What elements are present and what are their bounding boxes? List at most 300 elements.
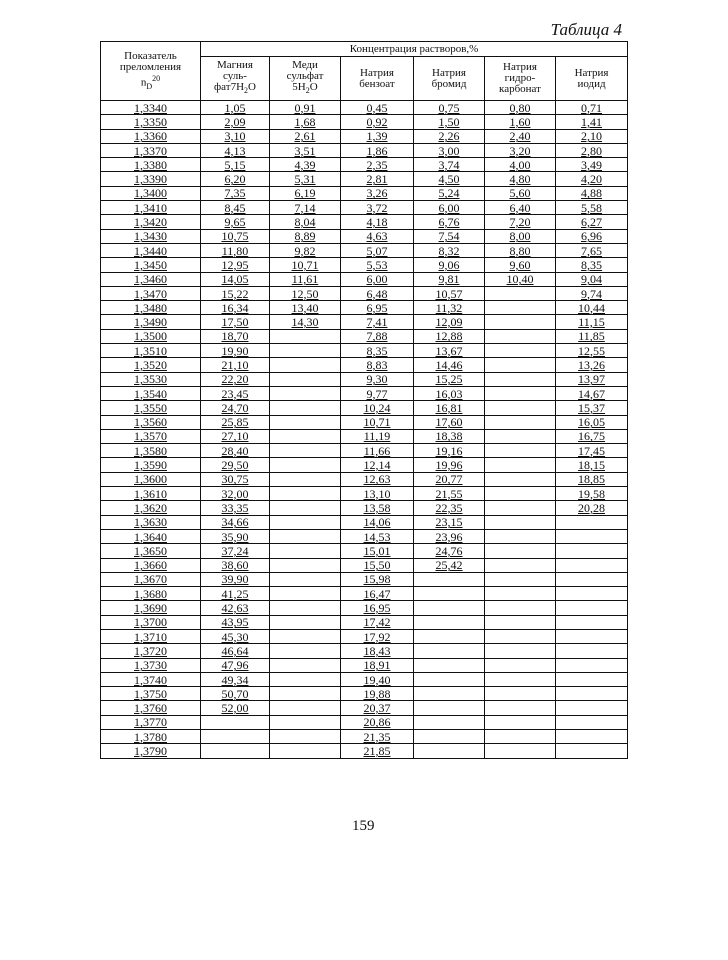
concentration-cell xyxy=(414,358,485,372)
cell-value: 0,45 xyxy=(366,100,388,115)
refractive-index-cell xyxy=(101,587,201,601)
concentration-cell xyxy=(201,143,270,157)
concentration-cell xyxy=(201,701,270,715)
concentration-cell xyxy=(414,501,485,515)
col-header-sodium-iodide: Натрия иодид xyxy=(556,57,628,101)
concentration-cell xyxy=(414,444,485,458)
refractive-index-cell xyxy=(101,272,201,286)
concentration-cell xyxy=(556,301,628,315)
cell-value: 7,35 xyxy=(224,186,246,201)
cell-value: 6,00 xyxy=(366,272,388,287)
cell-value: 1,3780 xyxy=(134,729,167,744)
cell-value: 1,3770 xyxy=(134,715,167,730)
cell-value: 27,10 xyxy=(221,429,249,444)
concentration-cell xyxy=(341,358,414,372)
table-row xyxy=(101,129,628,143)
cell-value: 11,80 xyxy=(221,243,249,258)
cell-value: 20,86 xyxy=(363,715,391,730)
cell-value: 12,50 xyxy=(291,286,319,301)
concentration-cell xyxy=(270,243,341,257)
cell-value: 23,15 xyxy=(435,515,463,530)
cell-value: 11,66 xyxy=(363,443,391,458)
concentration-cell xyxy=(201,572,270,586)
table-row xyxy=(101,172,628,186)
concentration-cell xyxy=(556,501,628,515)
concentration-cell xyxy=(414,172,485,186)
cell-value: 12,88 xyxy=(435,329,463,344)
concentration-cell xyxy=(414,572,485,586)
concentration-cell xyxy=(270,329,341,343)
concentration-cell xyxy=(556,129,628,143)
cell-value: 16,47 xyxy=(363,586,391,601)
col-header-copper-sulfate: Меди сульфат $5H_2O$ xyxy=(270,57,341,101)
table-row xyxy=(101,487,628,501)
table-row xyxy=(101,644,628,658)
cell-value: 1,3540 xyxy=(134,386,167,401)
concentration-cell xyxy=(556,258,628,272)
concentration-cell xyxy=(341,201,414,215)
cell-value: 1,3740 xyxy=(134,672,167,687)
refractive-index-cell xyxy=(101,386,201,400)
concentration-cell xyxy=(414,601,485,615)
concentration-cell xyxy=(485,558,556,572)
cell-value: 1,3700 xyxy=(134,615,167,630)
cell-value: 3,72 xyxy=(366,200,388,215)
cell-value: 24,70 xyxy=(221,400,249,415)
cell-value: 6,48 xyxy=(366,286,388,301)
cell-value: 14,05 xyxy=(221,272,249,287)
concentration-cell xyxy=(341,558,414,572)
concentration-cell xyxy=(485,572,556,586)
concentration-cell xyxy=(556,186,628,200)
table-body xyxy=(101,101,628,759)
concentration-cell xyxy=(270,715,341,729)
table-row xyxy=(101,344,628,358)
concentration-cell xyxy=(341,215,414,229)
refractive-index-cell xyxy=(101,143,201,157)
concentration-cell xyxy=(556,315,628,329)
concentration-cell xyxy=(201,601,270,615)
concentration-cell xyxy=(414,272,485,286)
concentration-cell xyxy=(341,344,414,358)
cell-value: 21,85 xyxy=(363,744,391,758)
col-header-sodium-bicarbonate: Натрия гидро- карбонат xyxy=(485,57,556,101)
concentration-cell xyxy=(270,215,341,229)
concentration-cell xyxy=(341,615,414,629)
cell-value: 3,26 xyxy=(366,186,388,201)
refractive-index-cell xyxy=(101,644,201,658)
concentration-cell xyxy=(201,615,270,629)
table-row xyxy=(101,744,628,758)
concentration-cell xyxy=(201,715,270,729)
refractive-index-cell xyxy=(101,444,201,458)
concentration-cell xyxy=(485,458,556,472)
concentration-cell xyxy=(201,344,270,358)
concentration-cell xyxy=(485,143,556,157)
concentration-cell xyxy=(341,444,414,458)
cell-value: 20,28 xyxy=(578,500,606,515)
concentration-cell xyxy=(485,358,556,372)
table-row xyxy=(101,715,628,729)
concentration-cell xyxy=(341,372,414,386)
refractive-index-cell xyxy=(101,472,201,486)
cell-value: 8,35 xyxy=(581,257,603,272)
cell-value: 1,3580 xyxy=(134,443,167,458)
concentration-cell xyxy=(270,701,341,715)
concentration-cell xyxy=(485,172,556,186)
cell-value: 14,06 xyxy=(363,515,391,530)
col-header-magnesium-sulfate: Магния суль- $фат7H_2O$ xyxy=(201,57,270,101)
concentration-cell xyxy=(414,201,485,215)
cell-value: 16,95 xyxy=(363,601,391,616)
concentration-cell xyxy=(485,129,556,143)
concentration-cell xyxy=(270,744,341,758)
concentration-cell xyxy=(485,243,556,257)
concentration-cell xyxy=(270,730,341,744)
concentration-cell xyxy=(270,444,341,458)
concentration-cell xyxy=(556,101,628,115)
concentration-cell xyxy=(270,115,341,129)
cell-value: 25,85 xyxy=(221,415,249,430)
concentration-cell xyxy=(485,515,556,529)
cell-value: 8,32 xyxy=(438,243,460,258)
cell-value: 1,3560 xyxy=(134,415,167,430)
cell-value: 1,3510 xyxy=(134,343,167,358)
refractive-index-cell xyxy=(101,186,201,200)
concentration-cell xyxy=(414,115,485,129)
cell-value: 4,00 xyxy=(509,157,531,172)
cell-value: 18,38 xyxy=(435,429,463,444)
cell-value: 13,67 xyxy=(435,343,463,358)
concentration-cell xyxy=(414,715,485,729)
refractive-index-cell xyxy=(101,744,201,758)
index-column-header: Показатель преломления $n_D^{20}$ xyxy=(101,42,201,101)
refractive-index-cell xyxy=(101,429,201,443)
cell-value: 1,3380 xyxy=(134,157,167,172)
cell-value: 17,92 xyxy=(363,629,391,644)
cell-value: 16,03 xyxy=(435,386,463,401)
cell-value: 5,15 xyxy=(224,157,246,172)
cell-value: 1,3390 xyxy=(134,172,167,187)
concentration-cell xyxy=(556,529,628,543)
cell-value: 0,71 xyxy=(581,100,603,115)
concentration-cell xyxy=(341,715,414,729)
concentration-cell xyxy=(270,401,341,415)
concentration-cell xyxy=(414,315,485,329)
table-row xyxy=(101,730,628,744)
concentration-cell xyxy=(201,258,270,272)
concentration-cell xyxy=(414,701,485,715)
concentration-cell xyxy=(556,615,628,629)
cell-value: 11,15 xyxy=(578,315,605,330)
concentration-cell xyxy=(201,544,270,558)
cell-value: 1,3420 xyxy=(134,215,167,230)
concentration-cell xyxy=(556,644,628,658)
concentration-cell xyxy=(485,501,556,515)
refractive-index-cell xyxy=(101,243,201,257)
cell-value: 20,37 xyxy=(363,701,391,716)
concentration-cell xyxy=(485,301,556,315)
cell-value: 1,86 xyxy=(366,143,388,158)
cell-value: 10,44 xyxy=(578,300,606,315)
concentration-cell xyxy=(341,258,414,272)
concentration-cell xyxy=(270,372,341,386)
cell-value: 1,60 xyxy=(509,114,531,129)
cell-value: 43,95 xyxy=(221,615,249,630)
cell-value: 1,3720 xyxy=(134,643,167,658)
concentration-cell xyxy=(556,601,628,615)
concentration-cell xyxy=(485,215,556,229)
cell-value: 5,60 xyxy=(509,186,531,201)
concentration-cell xyxy=(414,615,485,629)
table-row xyxy=(101,143,628,157)
cell-value: 7,20 xyxy=(509,215,531,230)
concentration-cell xyxy=(556,744,628,758)
concentration-cell xyxy=(270,429,341,443)
cell-value: 7,88 xyxy=(366,329,388,344)
concentration-cell xyxy=(201,472,270,486)
concentration-cell xyxy=(341,129,414,143)
concentration-cell xyxy=(556,544,628,558)
cell-value: 1,3530 xyxy=(134,372,167,387)
cell-value: 19,88 xyxy=(363,686,391,701)
cell-value: 13,40 xyxy=(291,300,319,315)
concentration-cell xyxy=(414,258,485,272)
cell-value: 5,24 xyxy=(438,186,460,201)
concentration-cell xyxy=(414,301,485,315)
concentration-cell xyxy=(341,286,414,300)
table-row xyxy=(101,629,628,643)
cell-value: 13,26 xyxy=(578,357,606,372)
concentration-cell xyxy=(414,372,485,386)
table-row xyxy=(101,615,628,629)
concentration-cell xyxy=(556,115,628,129)
concentration-cell xyxy=(485,115,556,129)
cell-value: 9,30 xyxy=(366,372,388,387)
concentration-cell xyxy=(556,143,628,157)
concentration-cell xyxy=(556,215,628,229)
concentration-cell xyxy=(414,529,485,543)
cell-value: 1,3590 xyxy=(134,458,167,473)
concentration-cell xyxy=(201,401,270,415)
cell-value: 8,89 xyxy=(294,229,316,244)
table-row xyxy=(101,472,628,486)
cell-value: 8,80 xyxy=(509,243,531,258)
refractive-index-cell xyxy=(101,515,201,529)
cell-value: 1,41 xyxy=(581,114,603,129)
cell-value: 1,3600 xyxy=(134,472,167,487)
cell-value: 16,75 xyxy=(578,429,606,444)
cell-value: 4,13 xyxy=(224,143,246,158)
cell-value: 1,3470 xyxy=(134,286,167,301)
cell-value: 21,35 xyxy=(363,729,391,744)
cell-value: 1,3350 xyxy=(134,114,167,129)
table-row xyxy=(101,272,628,286)
cell-value: 1,3650 xyxy=(134,543,167,558)
cell-value: 1,3730 xyxy=(134,658,167,673)
concentration-cell xyxy=(270,229,341,243)
concentration-cell xyxy=(341,501,414,515)
concentration-cell xyxy=(485,258,556,272)
cell-value: 28,40 xyxy=(221,443,249,458)
concentration-cell xyxy=(556,701,628,715)
cell-value: 8,45 xyxy=(224,200,246,215)
table-row xyxy=(101,701,628,715)
cell-value: 3,74 xyxy=(438,157,460,172)
cell-value: 10,40 xyxy=(506,272,534,287)
cell-value: 1,3410 xyxy=(134,200,167,215)
concentration-cell xyxy=(556,715,628,729)
cell-value: 1,3570 xyxy=(134,429,167,444)
cell-value: 4,39 xyxy=(294,157,316,172)
concentration-cell xyxy=(270,386,341,400)
refractive-index-cell xyxy=(101,544,201,558)
concentration-cell xyxy=(201,629,270,643)
cell-value: 25,42 xyxy=(435,558,463,573)
concentration-cell xyxy=(556,472,628,486)
cell-value: 41,25 xyxy=(221,586,249,601)
refractive-index-cell xyxy=(101,629,201,643)
concentration-cell xyxy=(485,715,556,729)
refractive-index-cell xyxy=(101,572,201,586)
concentration-cell xyxy=(556,243,628,257)
concentration-cell xyxy=(485,615,556,629)
concentration-cell xyxy=(485,587,556,601)
cell-value: 4,80 xyxy=(509,172,531,187)
concentration-cell xyxy=(556,458,628,472)
cell-value: 22,35 xyxy=(435,500,463,515)
concentration-cell xyxy=(341,101,414,115)
concentration-cell xyxy=(341,587,414,601)
cell-value: 1,3710 xyxy=(134,629,167,644)
concentration-cell xyxy=(414,329,485,343)
cell-value: 9,74 xyxy=(581,286,603,301)
cell-value: 30,75 xyxy=(221,472,249,487)
concentration-cell xyxy=(270,301,341,315)
concentration-cell xyxy=(485,629,556,643)
concentration-group-header: Концентрация растворов,% xyxy=(201,42,628,57)
cell-value: 1,05 xyxy=(224,100,246,115)
concentration-cell xyxy=(556,158,628,172)
cell-value: 6,19 xyxy=(294,186,316,201)
cell-value: 1,3680 xyxy=(134,586,167,601)
concentration-cell xyxy=(485,529,556,543)
concentration-cell xyxy=(556,730,628,744)
concentration-cell xyxy=(341,658,414,672)
refractive-index-cell xyxy=(101,215,201,229)
cell-value: 8,04 xyxy=(294,215,316,230)
concentration-cell xyxy=(341,172,414,186)
cell-value: 15,22 xyxy=(221,286,249,301)
concentration-cell xyxy=(414,229,485,243)
cell-value: 22,20 xyxy=(221,372,249,387)
table-row xyxy=(101,687,628,701)
concentration-cell xyxy=(414,515,485,529)
concentration-cell xyxy=(485,472,556,486)
concentration-cell xyxy=(270,286,341,300)
table-row xyxy=(101,286,628,300)
refractive-index-cell xyxy=(101,529,201,543)
concentration-cell xyxy=(556,229,628,243)
cell-value: 12,09 xyxy=(435,315,463,330)
cell-value: 1,39 xyxy=(366,129,388,144)
cell-value: 47,96 xyxy=(221,658,249,673)
cell-value: 4,18 xyxy=(366,215,388,230)
concentration-cell xyxy=(414,158,485,172)
concentration-cell xyxy=(485,744,556,758)
cell-value: 10,71 xyxy=(363,415,391,430)
cell-value: 42,63 xyxy=(221,601,249,616)
concentration-cell xyxy=(201,243,270,257)
refractive-index-cell xyxy=(101,315,201,329)
concentration-cell xyxy=(341,629,414,643)
cell-value: 9,81 xyxy=(438,272,460,287)
concentration-cell xyxy=(414,687,485,701)
table-row xyxy=(101,529,628,543)
cell-value: 6,40 xyxy=(509,200,531,215)
concentration-cell xyxy=(485,672,556,686)
concentration-cell xyxy=(341,315,414,329)
cell-value: 2,09 xyxy=(224,114,246,129)
table-row xyxy=(101,415,628,429)
concentration-cell xyxy=(556,272,628,286)
cell-value: 3,49 xyxy=(581,157,603,172)
cell-value: 7,14 xyxy=(294,200,316,215)
concentration-cell xyxy=(414,243,485,257)
concentration-cell xyxy=(414,730,485,744)
cell-value: 6,00 xyxy=(438,200,460,215)
cell-value: 3,00 xyxy=(438,143,460,158)
table-row xyxy=(101,243,628,257)
concentration-cell xyxy=(556,201,628,215)
concentration-cell xyxy=(414,286,485,300)
table-row xyxy=(101,329,628,343)
concentration-cell xyxy=(201,529,270,543)
refractive-index-cell xyxy=(101,687,201,701)
table-row xyxy=(101,429,628,443)
concentration-cell xyxy=(341,115,414,129)
cell-value: 18,70 xyxy=(221,329,249,344)
cell-value: 20,77 xyxy=(435,472,463,487)
concentration-cell xyxy=(485,730,556,744)
refractive-index-cell xyxy=(101,615,201,629)
cell-value: 35,90 xyxy=(221,529,249,544)
table-row xyxy=(101,258,628,272)
cell-value: 21,55 xyxy=(435,486,463,501)
refractive-index-cell xyxy=(101,329,201,343)
concentration-cell xyxy=(270,458,341,472)
cell-value: 21,10 xyxy=(221,357,249,372)
concentration-cell xyxy=(414,558,485,572)
concentration-cell xyxy=(341,701,414,715)
table-row xyxy=(101,101,628,115)
concentration-cell xyxy=(201,272,270,286)
concentration-cell xyxy=(556,487,628,501)
concentration-cell xyxy=(414,644,485,658)
concentration-cell xyxy=(414,143,485,157)
concentration-cell xyxy=(485,487,556,501)
concentration-cell xyxy=(341,458,414,472)
concentration-cell xyxy=(485,101,556,115)
concentration-cell xyxy=(201,687,270,701)
refractive-index-cell xyxy=(101,458,201,472)
refractive-index-cell xyxy=(101,558,201,572)
concentration-cell xyxy=(201,372,270,386)
table-row xyxy=(101,386,628,400)
refractive-index-cell xyxy=(101,401,201,415)
concentration-cell xyxy=(201,286,270,300)
cell-value: 9,06 xyxy=(438,257,460,272)
